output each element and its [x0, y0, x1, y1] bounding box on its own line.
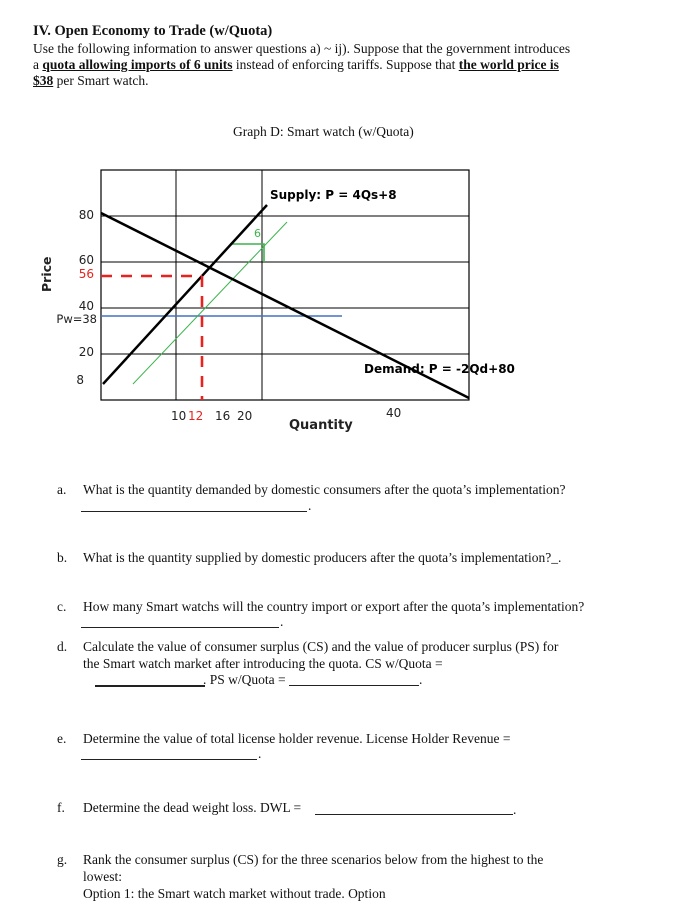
x-tick-10: 10 — [171, 409, 187, 423]
x-tick-20: 20 — [237, 409, 253, 423]
question-b-text: What is the quantity supplied by domestic producers after the quota’s implementation?_. — [83, 550, 562, 565]
question-b — [57, 549, 677, 569]
question-c-period: . — [280, 614, 284, 629]
question-e — [57, 730, 677, 770]
world-price-emphasis: the world price is — [458, 57, 559, 72]
answer-cs-blank[interactable] — [95, 685, 205, 687]
x-tick-12: 12 — [188, 409, 204, 423]
question-g — [57, 851, 677, 912]
quota-bracket — [230, 244, 264, 262]
quota-emphasis: quota allowing imports of 6 units — [42, 57, 233, 72]
question-f-period: . — [513, 802, 517, 817]
x-tick-16: 16 — [215, 409, 231, 423]
section-title: IV. Open Economy to Trade (w/Quota) — [33, 23, 273, 39]
question-a — [57, 481, 677, 521]
question-g-line1: Rank the consumer surplus (CS) for the three scenarios below from the highest to the — [83, 852, 544, 867]
y-tick-80: 80 — [78, 208, 94, 222]
answer-e-blank[interactable] — [81, 759, 257, 760]
supply-line — [103, 205, 267, 384]
y-tick-56: 56 — [78, 267, 94, 281]
intro-text-2a: a — [33, 57, 43, 72]
question-b-label: b. — [57, 550, 68, 565]
question-f-text: Determine the dead weight loss. DWL = — [83, 800, 302, 815]
question-c-text: How many Smart watchs will the country import or export after the quota’s implementation? — [83, 599, 585, 614]
question-d-ps-text: . PS w/Quota = — [203, 672, 286, 687]
y-axis-title: Price — [39, 256, 54, 292]
y-tick-20: 20 — [78, 345, 94, 359]
question-e-period: . — [258, 746, 262, 761]
answer-a-blank[interactable] — [81, 511, 307, 512]
question-d — [57, 638, 677, 693]
question-a-label: a. — [57, 482, 67, 497]
question-e-text: Determine the value of total license holder revenue. License Holder Revenue = — [83, 731, 511, 746]
question-a-period: . — [308, 498, 312, 513]
question-c-label: c. — [57, 599, 67, 614]
question-d-label: d. — [57, 639, 68, 654]
demand-label: Demand: P = -2Qd+80 — [364, 362, 515, 376]
graph-title: Graph D: Smart watch (w/Quota) — [233, 124, 414, 139]
intro-text-2b: instead of enforcing tariffs. Suppose that — [232, 57, 459, 72]
answer-ps-blank[interactable] — [289, 685, 419, 686]
x-axis-title: Quantity — [289, 418, 353, 433]
world-price-value: $38 — [33, 73, 54, 88]
question-g-line3: Option 1: the Smart watch market without trade. Option — [83, 886, 386, 901]
y-tick-8: 8 — [76, 373, 84, 387]
question-f-label: f. — [57, 800, 65, 815]
quota-label: 6 — [254, 227, 261, 240]
y-tick-world-price: Pw=38 — [56, 312, 97, 326]
question-d-line2: the Smart watch market after introducing the quota. CS w/Quota = — [83, 656, 443, 671]
y-tick-60: 60 — [78, 253, 94, 267]
supply-label: Supply: P = 4Qs+8 — [270, 188, 397, 202]
question-a-text: What is the quantity demanded by domestic consumers after the quota’s implementation? — [83, 482, 566, 497]
intro-text-1: Use the following information to answer questions a) ~ ij). Suppose that the government introduces — [33, 41, 571, 56]
question-d-line1: Calculate the value of consumer surplus (CS) and the value of producer surplus (PS) for — [83, 639, 559, 654]
question-e-label: e. — [57, 731, 67, 746]
question-c — [57, 598, 677, 638]
question-d-period: . — [419, 672, 423, 687]
x-tick-40: 40 — [386, 406, 402, 420]
question-g-line2: lowest: — [83, 869, 122, 884]
answer-f-blank[interactable] — [315, 814, 513, 815]
question-f — [57, 799, 677, 821]
intro-text-3: per Smart watch. — [53, 73, 149, 88]
answer-c-blank[interactable] — [81, 627, 279, 628]
y-tick-40: 40 — [78, 299, 94, 313]
question-g-label: g. — [57, 852, 68, 867]
